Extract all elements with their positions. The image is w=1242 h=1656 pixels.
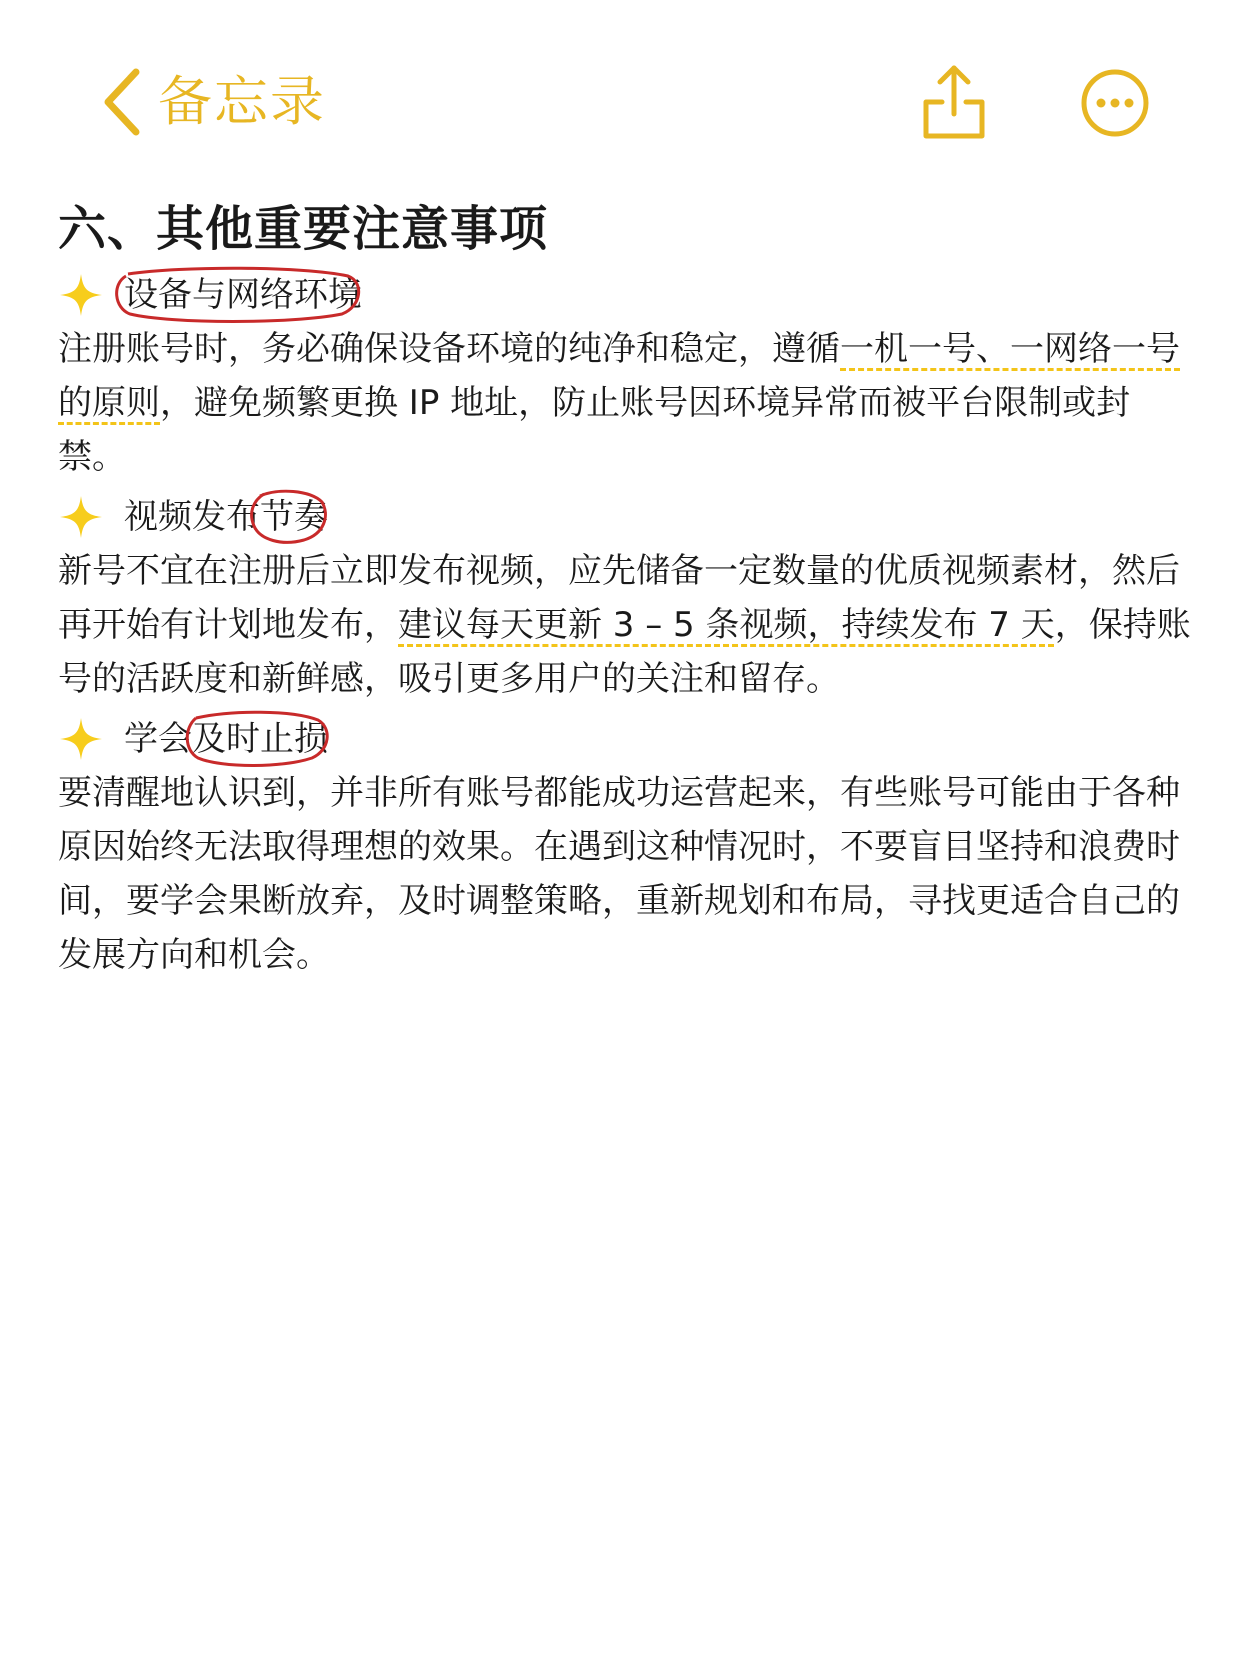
navigation-bar <box>0 0 1242 170</box>
section-title-label: 视频发布节奏 <box>124 497 328 537</box>
ellipsis-circle-icon <box>1080 68 1150 138</box>
share-button[interactable] <box>922 62 986 140</box>
section-paragraph: 新号不宜在注册后立即发布视频，应先储备一定数量的优质视频素材，然后再开始有计划地发布，建议每天更新 3 – 5 条视频，持续发布 7 天，保持账号的活跃度和新鲜感，吸引更多用户的关注和留存。 <box>58 551 1191 699</box>
note-body[interactable] <box>58 196 1198 982</box>
section-paragraph: 注册账号时，务必确保设备环境的纯净和稳定，遵循一机一号、一网络一号的原则，避免频繁更换 IP 地址，防止账号因环境异常而被平台限制或封禁。 <box>58 329 1180 477</box>
chevron-left-icon <box>100 66 144 138</box>
section-paragraph: 要清醒地认识到，并非所有账号都能成功运营起来，有些账号可能由于各种原因始终无法取得理想的效果。在遇到这种情况时，不要盲目坚持和浪费时间，要学会果断放弃，及时调整策略，重新规划和布局，寻找更适合自己的发展方向和机会。 <box>58 773 1180 975</box>
note-heading: 六、其他重要注意事项 <box>58 201 549 257</box>
sparkle-star-icon <box>58 494 104 540</box>
section-title-label: 设备与网络环境 <box>124 275 362 315</box>
section-title-stop-loss <box>58 714 1198 764</box>
underlined-highlight: 一机一号、一网络一号的原则 <box>58 329 1180 423</box>
share-icon <box>922 62 986 140</box>
sparkle-star-icon <box>58 272 104 318</box>
section-title-video-rhythm <box>58 492 1198 542</box>
section-title-label: 学会及时止损 <box>124 719 328 759</box>
back-label: 备忘录 <box>158 70 326 133</box>
sparkle-star-icon <box>58 716 104 762</box>
section-title-device-network <box>58 270 1198 320</box>
more-button[interactable] <box>1080 68 1150 138</box>
underlined-highlight: 建议每天更新 3 – 5 条视频，持续发布 7 天 <box>398 605 1055 645</box>
back-button[interactable] <box>100 66 326 138</box>
